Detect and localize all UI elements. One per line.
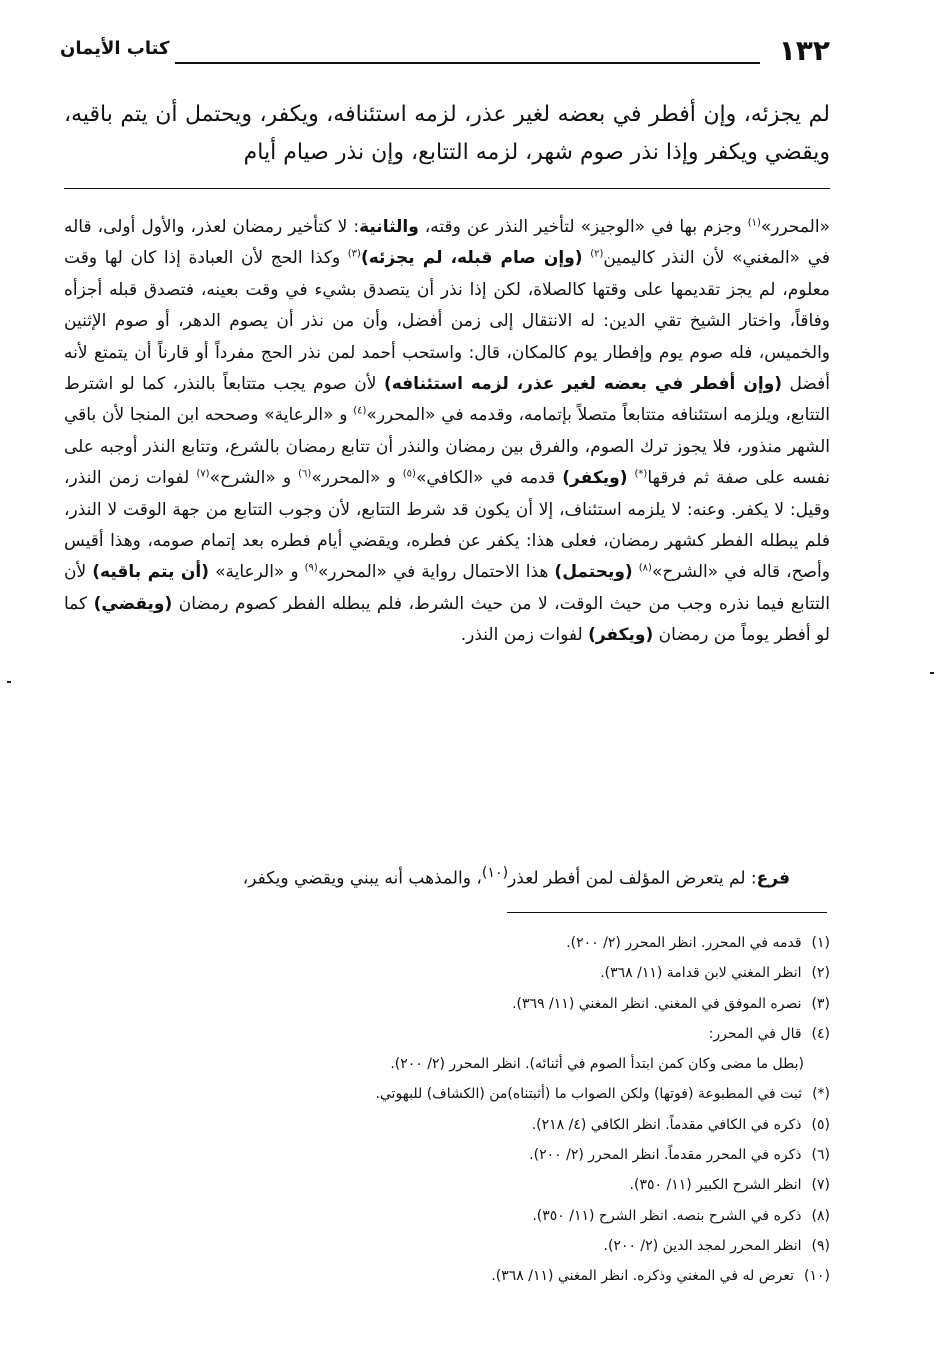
footnote-ref: (٥) [402, 468, 416, 480]
commentary-text: وكذا الحج لأن العبادة إذا كان لها وقت معلوم، لم يجز تقديمها على وقتها كالصلاة، لكن إذا نذر أن يتصدق بشيء في وقت بعينه، فتصدق قبله أجزأه وفاقاً، واختار الشيخ تقي الدين: له الانتقال إلى زمن أفضل، وأن من نذر أن يصوم الدهر، أو صوم الإثنين والخميس، فله صوم يوم وإفطار يوم كالمكان، قال: واستحب أحمد لمن نذر الحج مفرداً أو قارناً أن يتمتع لأنه أفضل [64, 248, 830, 395]
footnote-number: (٢) [811, 965, 830, 982]
footnote-number: (*) [812, 1086, 830, 1103]
main-text-paragraph: لم يجزئه، وإن أفطر في بعضه لغير عذر، لزمه استئنافه، ويكفر، ويحتمل أن يتم باقيه، ويقضي ويكفر وإذا نذر صوم شهر، لزمه التتابع، وإن نذر صيام أيام [64, 102, 830, 165]
quoted-matn-text: (أن يتم باقيه) [92, 562, 210, 583]
commentary-text: و «الرعاية» [209, 562, 305, 583]
footnote-number: (٧) [811, 1177, 830, 1194]
commentary-text: وجزم بها في «الوجيز» لتأخير النذر عن وقته، [418, 217, 748, 237]
quoted-matn-text: (وإن أفطر في بعضه لغير عذر، لزمه استئنافه) [383, 374, 783, 395]
commentary-text: «المحرر» [760, 217, 830, 237]
footnote-ref: (*) [634, 468, 648, 480]
footnote-text: ذكره في الكافي مقدماً. انظر الكافي (٤/ ٢١٨). [531, 1116, 802, 1133]
footnote-item [120, 1110, 830, 1140]
commentary [64, 212, 830, 652]
quoted-matn-text: (ويحتمل) [554, 562, 633, 583]
footnote-text: ذكره في الشرح بنصه. انظر الشرح (١١/ ٣٥٠). [532, 1207, 802, 1224]
footnote-item [120, 1019, 830, 1049]
commentary-text: و «الشرح» [209, 468, 299, 489]
header-rule [175, 62, 760, 64]
footnote-text: قدمه في المحرر. انظر المحرر (٢/ ٢٠٠). [566, 935, 802, 951]
commentary-text: لفوات زمن النذر. [460, 625, 589, 646]
page-number: ١٣٢ [778, 34, 830, 67]
footnote-item [120, 1140, 830, 1170]
footnote-item [120, 1201, 830, 1231]
footnote-ref: (٩) [304, 562, 318, 574]
footnote-text: انظر المغني لابن قدامة (١١/ ٣٦٨). [600, 965, 802, 982]
margin-mark [7, 681, 11, 683]
footnote-item [120, 1261, 830, 1291]
subsidiary-issue-text-cont: ، والمذهب أنه يبني ويقضي ويكفر، [242, 868, 482, 889]
quoted-matn-text: (ويكفر) [562, 468, 628, 489]
footnote-text: ذكره في المحرر مقدماً. انظر المحرر (٢/ ٢٠٠). [529, 1147, 802, 1164]
footnote-number: (١٠) [804, 1268, 830, 1285]
footnote-ref: (٢) [590, 248, 604, 260]
commentary-text: كما لو أفطر يوماً من رمضان [64, 593, 830, 646]
footnote-item [120, 1079, 830, 1109]
footnote-number: (٩) [811, 1237, 830, 1254]
footnote-number: (٦) [811, 1147, 830, 1164]
footnote-text: نصره الموفق في المغني. انظر المغني (١١/ ٣٦٩). [512, 995, 802, 1012]
subsidiary-issue-text: : لم يتعرض المؤلف لمن أفطر لعذر [508, 868, 757, 889]
footnote-item [120, 1170, 830, 1200]
commentary-text: قدمه في «الكافي» [415, 468, 563, 489]
subsidiary-issue-paragraph [64, 858, 830, 895]
footnote-ref: (٧) [196, 468, 210, 480]
subsidiary-issue-label: فرع [756, 868, 790, 889]
footnote-item [120, 928, 830, 958]
commentary-text: : لا كتأخير رمضان لعذر، والأول أولى، قاله في «المغني» لأن النذر كاليمين [64, 217, 830, 269]
footnote-number: (٨) [811, 1207, 830, 1224]
quoted-matn-text: (ويكفر) [588, 625, 654, 646]
footnote-number: (٣) [811, 995, 830, 1012]
commentary-text: لفوات زمن النذر، وقيل: لا يكفر. وعنه: لا يلزمه استئناف، إلا أن يكون قد شرط التتابع، لأن وجوب التتابع من جهة الوقت لا النذر، فلم يبطله الفطر كشهر رمضان، فعلى هذا: يكفر عن فطره، ويقضي أيام فطره بعد إتمام صومه، وهذا أقيس وأصح، قاله في «الشرح» [64, 468, 830, 583]
footnote-ref: (٦) [298, 468, 312, 480]
commentary-text: هذا الاحتمال رواية في «المحرر» [317, 562, 555, 583]
footnote-text: قال في المحرر: [708, 1025, 802, 1042]
quoted-matn-text: (وإن صام قبله، لم يجزئه) [360, 248, 583, 269]
footnote-item [120, 989, 830, 1019]
margin-mark [930, 672, 934, 674]
footnote-ref: (٨) [638, 562, 652, 574]
footnote-text: تعرض له في المغني وذكره. انظر المغني (١١/ ٣٦٨). [491, 1268, 795, 1285]
footnote-item [120, 1231, 830, 1261]
footnote-ref: (١) [747, 217, 761, 229]
chapter-title: كتاب الأيمان [60, 38, 170, 59]
page-header [60, 32, 830, 72]
main-text [64, 96, 830, 172]
text-separator-rule [64, 188, 830, 189]
commentary-text: لأن صوم يجب متتابعاً بالنذر، كما لو اشترط التتابع، ويلزمه استئنافه متتابعاً متصلاً بإتمامه، وقدمه في «المحرر» [64, 374, 830, 426]
footnote-text: انظر الشرح الكبير (١١/ ٣٥٠). [629, 1177, 802, 1194]
footnote-text: انظر المحرر لمجد الدين (٢/ ٢٠٠). [603, 1237, 802, 1254]
footnote-number: (٤) [811, 1025, 830, 1042]
subsidiary-issue [64, 858, 830, 895]
footnote-separator-rule [507, 912, 827, 913]
commentary-text: و «المحرر» [311, 468, 403, 489]
footnote-ref: (١٠) [481, 865, 509, 881]
quoted-matn-text: (ويقضي) [93, 593, 173, 614]
commentary-text: و «الرعاية» وصححه ابن المنجا لأن باقي الشهر منذور، فلا يجوز ترك الصوم، والفرق بين رمضان والنذر أن تتابع رمضان بالشرع، وتتابع النذر أوجبه على نفسه على صفة ثم فرقها [64, 405, 830, 489]
commentary-text: لأن التتابع فيما نذره وجب من حيث الوقت، لا من حيث الشرط، فلم يبطله الفطر كصوم رمضان [64, 562, 830, 614]
footnote-item [120, 958, 830, 988]
footnote-continuation: (بطل ما مضى وكان كمن ابتدأ الصوم في أثنائه). انظر المحرر (٢/ ٢٠٠). [390, 1056, 804, 1073]
commentary-paragraph [64, 212, 830, 652]
quoted-matn-text: والثانية [359, 217, 419, 237]
commentary-text [627, 468, 634, 488]
footnotes-list [120, 928, 830, 1292]
footnote-number: (٥) [811, 1116, 830, 1133]
footnote-number: (١) [811, 935, 830, 951]
footnote-ref: (٤) [353, 405, 367, 417]
footnote-ref: (٣) [347, 248, 361, 260]
footnote-text: ثبت في المطبوعة (فوتها) ولكن الصواب ما (أثبتناه)من (الكشاف) للبهوتي. [375, 1086, 803, 1103]
